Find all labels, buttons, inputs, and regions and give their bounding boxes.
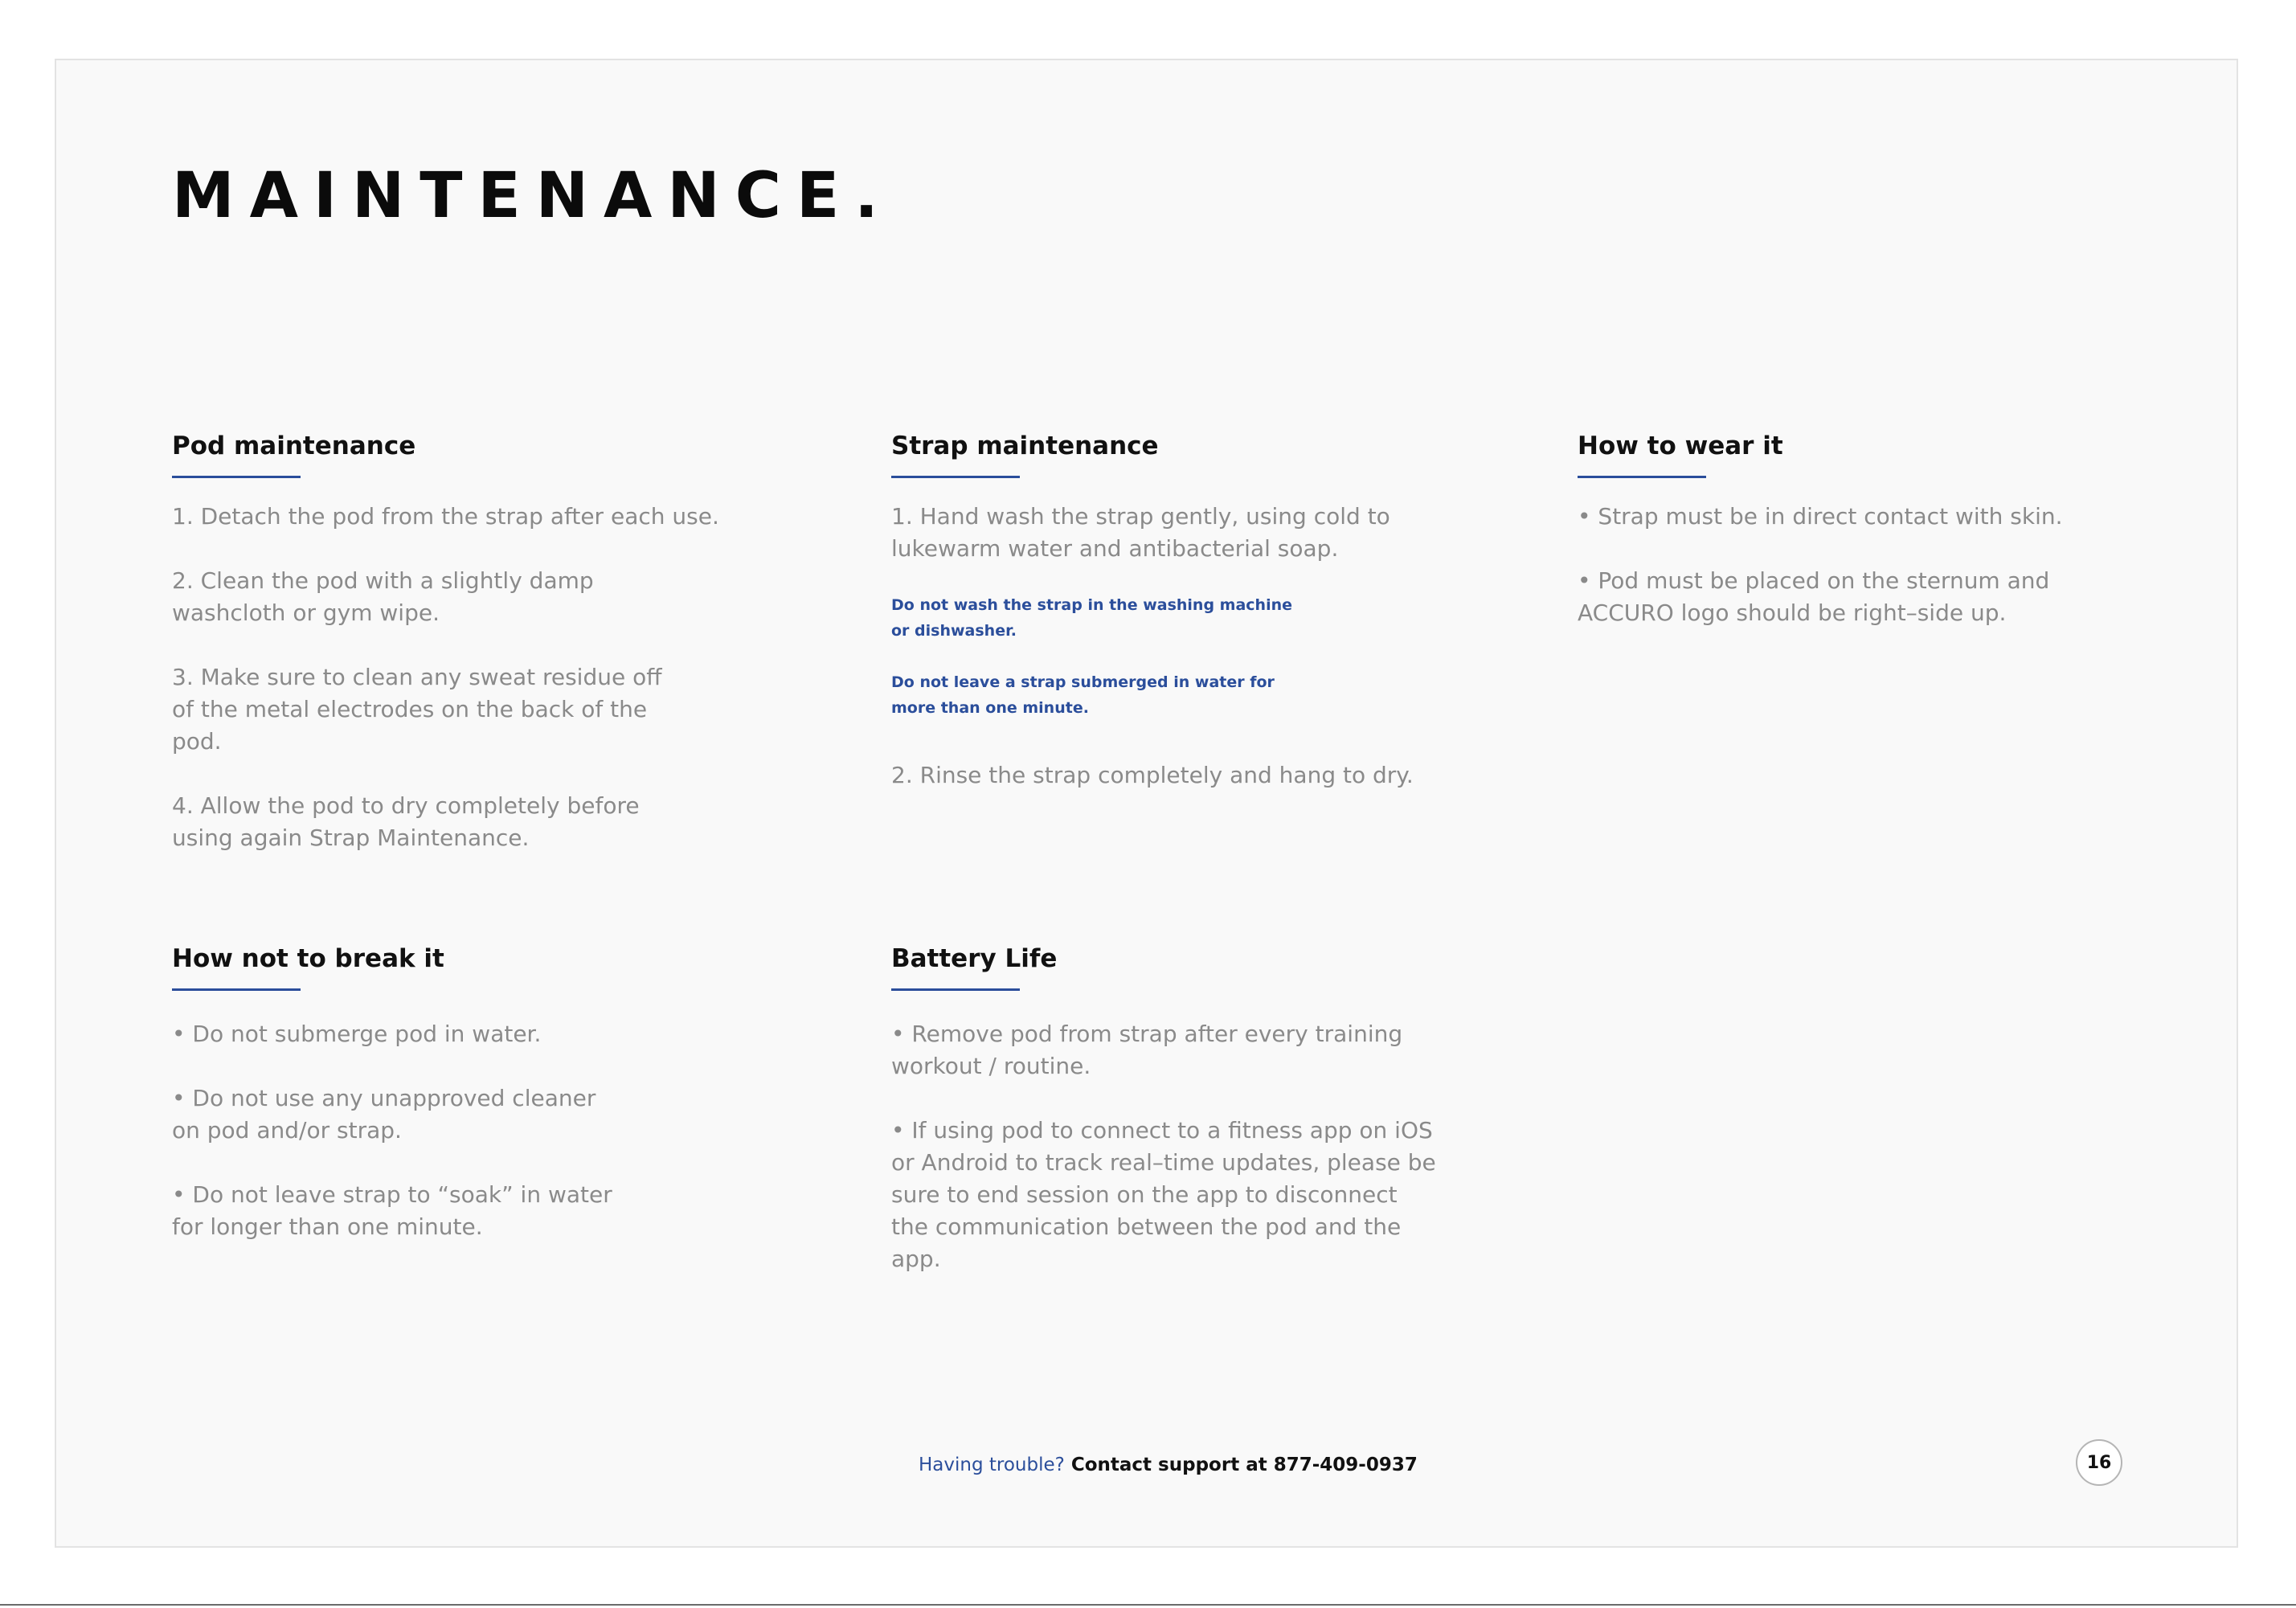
list-item: • Remove pod from strap after every training workout / routine.: [891, 1021, 1403, 1080]
list-item: 4. Allow the pod to dry completely before using again Strap Maintenance.: [172, 792, 640, 852]
heading-underline: [1578, 476, 1706, 478]
heading-underline: [172, 988, 301, 991]
page-number-badge: 16: [2076, 1439, 2122, 1486]
section-pod-maintenance: [172, 432, 735, 886]
warning-note: Do not leave a strap submerged in water for more than one minute.: [891, 673, 1275, 718]
list-item: 1. Hand wash the strap gently, using cold to lukewarm water and antibacterial soap.: [891, 503, 1390, 563]
section-body: [891, 1018, 1438, 1275]
list-item: 1. Detach the pod from the strap after each use.: [172, 503, 719, 530]
list-item: • Pod must be placed on the sternum and ACCURO logo should be right–side up.: [1578, 567, 2050, 627]
section-heading: Pod maintenance: [172, 432, 416, 460]
section-strap-maintenance: [891, 432, 1422, 824]
section-heading: How to wear it: [1578, 432, 1783, 460]
section-how-not-to-break: [172, 944, 654, 1275]
heading-underline: [891, 476, 1020, 478]
section-heading: Strap maintenance: [891, 432, 1159, 460]
manual-page: [55, 59, 2238, 1548]
list-item: • Do not use any unapproved cleaner on pod and/or strap.: [172, 1085, 596, 1144]
list-item: • Do not submerge pod in water.: [172, 1021, 542, 1048]
list-item: • Strap must be in direct contact with skin.: [1578, 503, 2063, 530]
section-heading: Battery Life: [891, 944, 1058, 973]
footer-lead: Having trouble?: [919, 1455, 1065, 1475]
list-item: 2. Clean the pod with a slightly damp washcloth or gym wipe.: [172, 567, 594, 627]
list-item: 2. Rinse the strap completely and hang to dry.: [891, 762, 1414, 789]
support-footer: [919, 1449, 1418, 1481]
list-item: • Do not leave strap to “soak” in water for longer than one minute.: [172, 1181, 612, 1241]
page-title: MAINTENANCE.: [172, 160, 894, 232]
section-battery-life: [891, 944, 1438, 1307]
footer-contact: Contact support at 877-409-0937: [1064, 1455, 1418, 1475]
heading-underline: [172, 476, 301, 478]
section-heading: How not to break it: [172, 944, 444, 973]
warning-note: Do not wash the strap in the washing machine or dishwasher.: [891, 596, 1293, 640]
section-how-to-wear: [1578, 432, 2092, 661]
list-item: 3. Make sure to clean any sweat residue off of the metal electrodes on the back of the pod.: [172, 664, 662, 755]
section-body: [1578, 501, 2092, 629]
section-body: [172, 1018, 654, 1243]
section-body: [172, 501, 735, 854]
list-item: • If using pod to connect to a fitness app on iOS or Android to track real–time updates, please be sure to end session on the app to disconnect the communication between the pod and the app.: [891, 1117, 1436, 1273]
section-body: [891, 501, 1422, 792]
heading-underline: [891, 988, 1020, 991]
page-bottom-divider: [0, 1604, 2296, 1606]
